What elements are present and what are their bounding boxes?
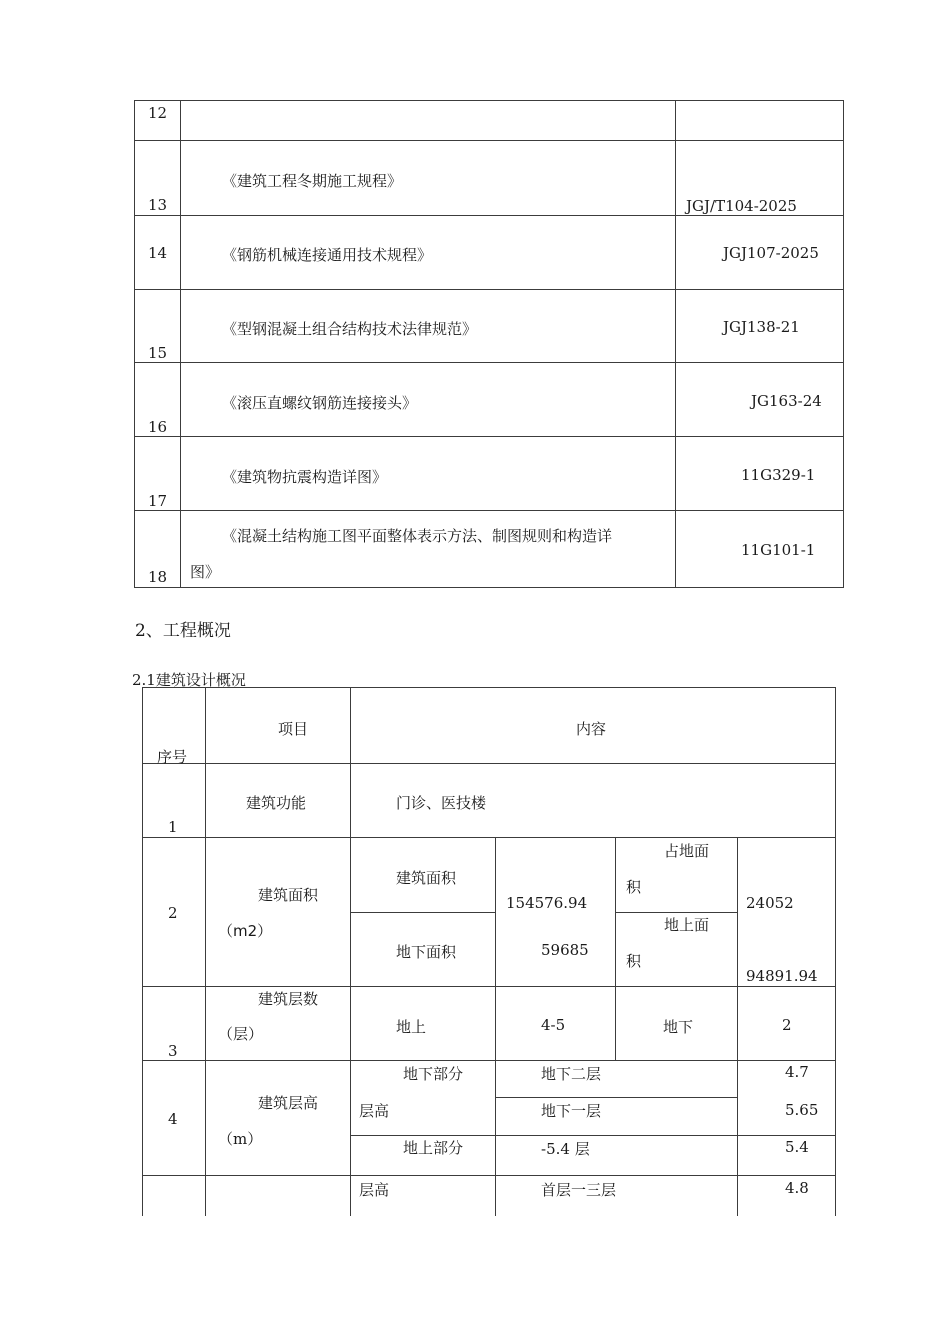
standard-code: 11G329-1 [741,466,816,484]
item-label: 建筑层高 [258,1094,319,1112]
standard-name-continued: 图》 [190,563,221,581]
standard-code: JG163-24 [751,392,822,410]
floors-below-label: 地下 [663,1018,694,1036]
basement-1-label: 地下一层 [541,1102,602,1120]
basement-2-value: 4.7 [785,1063,809,1081]
standard-name: 《钢筋机械连接通用技术规程》 [222,246,433,264]
aboveground-area-label-continued: 积 [626,952,642,970]
standard-name: 《建筑物抗震构造详图》 [222,468,388,486]
item-unit: （层） [218,1025,264,1043]
underground-area-label: 地下面积 [396,943,457,961]
standard-code: 11G101-1 [741,541,816,559]
site-area-value: 24052 [746,894,794,912]
item-unit: （m） [218,1130,263,1148]
site-area-label: 占地面 [664,842,710,860]
table-row-number: 12 [148,104,168,122]
header-number: 序号 [157,748,188,766]
table-row-number: 1 [168,818,178,836]
standard-code: JGJ138-21 [723,318,800,336]
table-row-number: 3 [168,1042,178,1060]
subsection-heading: 2.1建筑设计概况 [132,671,246,689]
standard-code: JGJ107-2025 [723,244,819,262]
table-row-number: 18 [148,568,168,586]
standard-name: 《建筑工程冬期施工规程》 [222,172,403,190]
floor-5-label: -5.4 层 [541,1140,590,1158]
underground-area-value: 59685 [541,941,589,959]
floors-above-label: 地上 [396,1018,427,1036]
aboveground-area-label: 地上面 [664,916,710,934]
basement-1-value: 5.65 [785,1101,819,1119]
header-content: 内容 [576,720,607,738]
gross-area-value: 154576.94 [506,894,588,912]
item-unit: （m2） [218,922,273,940]
floors-above-value: 4-5 [541,1016,566,1034]
standard-name: 《滚压直螺纹钢筋连接接头》 [222,394,418,412]
table-row-number: 17 [148,492,168,510]
underground-part-label-continued: 层高 [359,1102,390,1120]
standard-code: JGJ/T104-2025 [686,197,797,215]
section-heading: 2、工程概况 [135,621,231,641]
item-label: 建筑面积 [258,886,319,904]
floors-below-value: 2 [782,1016,792,1034]
gross-area-label: 建筑面积 [396,869,457,887]
table-row-number: 2 [168,904,178,922]
basement-2-label: 地下二层 [541,1065,602,1083]
table-row-number: 15 [148,344,168,362]
table-row-number: 13 [148,196,168,214]
floors-1-3-value: 4.8 [785,1179,809,1197]
table-row-number: 4 [168,1110,178,1128]
aboveground-part-label: 地上部分 [403,1139,464,1157]
item-label: 建筑功能 [246,794,307,812]
item-label: 建筑层数 [258,990,319,1008]
floor-5-value: 5.4 [785,1138,809,1156]
content-value: 门诊、医技楼 [396,794,487,812]
table-row-number: 16 [148,418,168,436]
table-row-number: 14 [148,244,168,262]
site-area-label-continued: 积 [626,878,642,896]
standard-name: 《混凝土结构施工图平面整体表示方法、制图规则和构造详 [222,527,613,545]
aboveground-area-value: 94891.94 [746,967,818,985]
standard-name: 《型钢混凝土组合结构技术法律规范》 [222,320,478,338]
floor-height-label: 层高 [359,1181,390,1199]
floors-1-3-label: 首层一三层 [541,1181,617,1199]
header-item: 项目 [278,720,309,738]
underground-part-label: 地下部分 [403,1065,464,1083]
